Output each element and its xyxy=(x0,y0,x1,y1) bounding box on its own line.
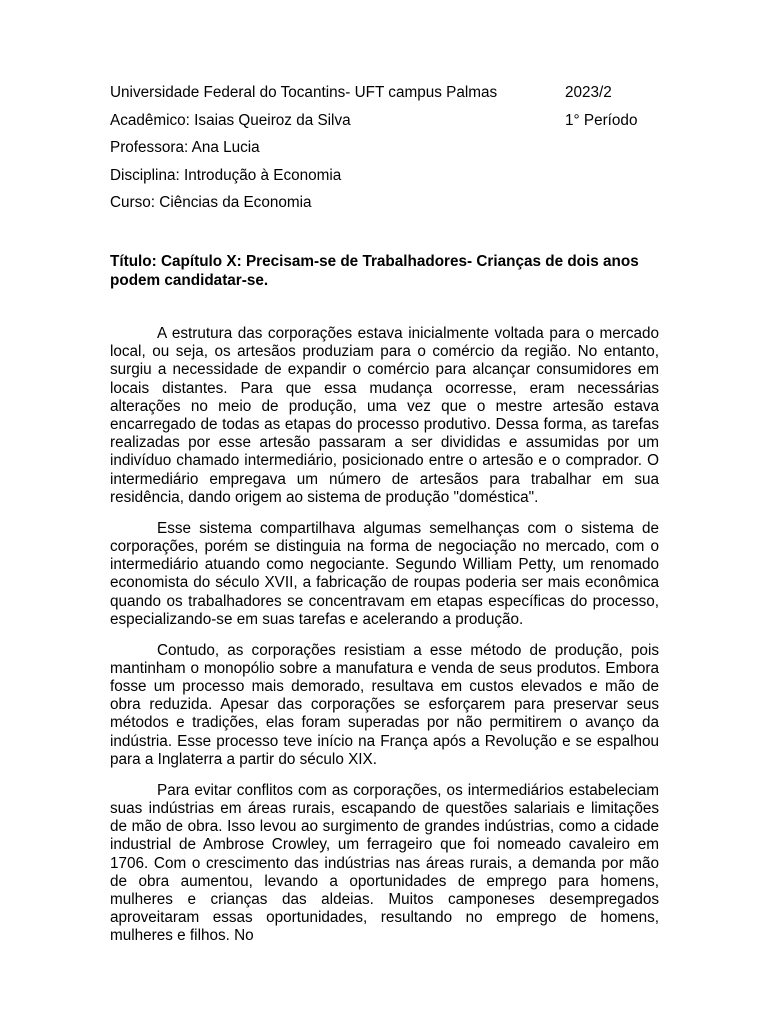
paragraph: Para evitar conflitos com as corporações, os intermediários estabeleciam suas indústrias em áreas rurais, escapando de questões salariais e limitações de mão de obra. Isso levou ao surgimento de grandes indústrias, como a cidade industrial de Ambrose Crowley, um ferrageiro que foi nomeado cavaleiro em 1706. Com o crescimento das indústrias nas áreas rurais, a demanda por mão de obra aumentou, levando a oportunidades de emprego para homens, mulheres e crianças das aldeias. Muitos camponeses desempregados aproveitaram essas oportunidades, resultando no emprego de homens, mulheres e filhos. No xyxy=(110,781,659,945)
university-name: Universidade Federal do Tocantins- UFT campus Palmas xyxy=(110,84,498,101)
header-row-discipline xyxy=(110,167,650,195)
course-name: Curso: Ciências da Economia xyxy=(110,194,312,211)
discipline-name: Disciplina: Introdução à Economia xyxy=(110,166,342,184)
professor-name: Professora: Ana Lucia xyxy=(110,139,260,156)
paragraph: Contudo, as corporações resistiam a esse método de produção, pois mantinham o monopólio sobre a manufatura e venda de seus produtos. Embora fosse um processo mais demorado, resultava em custos elevados e mão de obra reduzida. Apesar das corporações se esforçarem para preservar seus métodos e tradições, elas foram superadas por não permitirem o avanço da indústria. Esse processo teve início na França após a Revolução e se espalhou para a Inglaterra a partir do século XIX. xyxy=(110,641,659,768)
student-name: Acadêmico: Isaias Queiroz da Silva xyxy=(110,111,351,129)
header-row-professor xyxy=(110,139,650,167)
header-row-university xyxy=(110,84,650,112)
header-row-course xyxy=(110,194,650,222)
semester: 2023/2 xyxy=(565,84,612,101)
period: 1° Período xyxy=(565,111,638,129)
paragraph: Esse sistema compartilhava algumas semelhanças com o sistema de corporações, porém se distinguia na forma de negociação no mercado, com o intermediário atuando como negociante. Segundo William Petty, um renomado economista do século XVII, a fabricação de roupas poderia ser mais econômica quando os trabalhadores se concentravam em etapas específicas do processo, especializando-se em suas tarefas e acelerando a produção. xyxy=(110,519,659,628)
paragraph: A estrutura das corporações estava inicialmente voltada para o mercado local, ou seja, os artesãos produziam para o comércio da região. No entanto, surgiu a necessidade de expandir o comércio para alcançar consumidores em locais distantes. Para que essa mudança ocorresse, eram necessárias alterações no meio de produção, uma vez que o mestre artesão estava encarregado de todas as etapas do processo produtivo. Dessa forma, as tarefas realizadas por esse artesão passaram a ser divididas e assumidas por um indivíduo chamado intermediário, posicionado entre o artesão e o comprador. O intermediário empregava um número de artesãos para trabalhar em sua residência, dando origem ao sistema de produção "doméstica". xyxy=(110,325,659,506)
header-row-student xyxy=(110,112,650,140)
document-title: Título: Capítulo X: Precisam-se de Trabalhadores- Crianças de dois anos podem candidatar-se. xyxy=(110,253,639,289)
document-header xyxy=(110,84,650,222)
document-body xyxy=(110,325,659,958)
